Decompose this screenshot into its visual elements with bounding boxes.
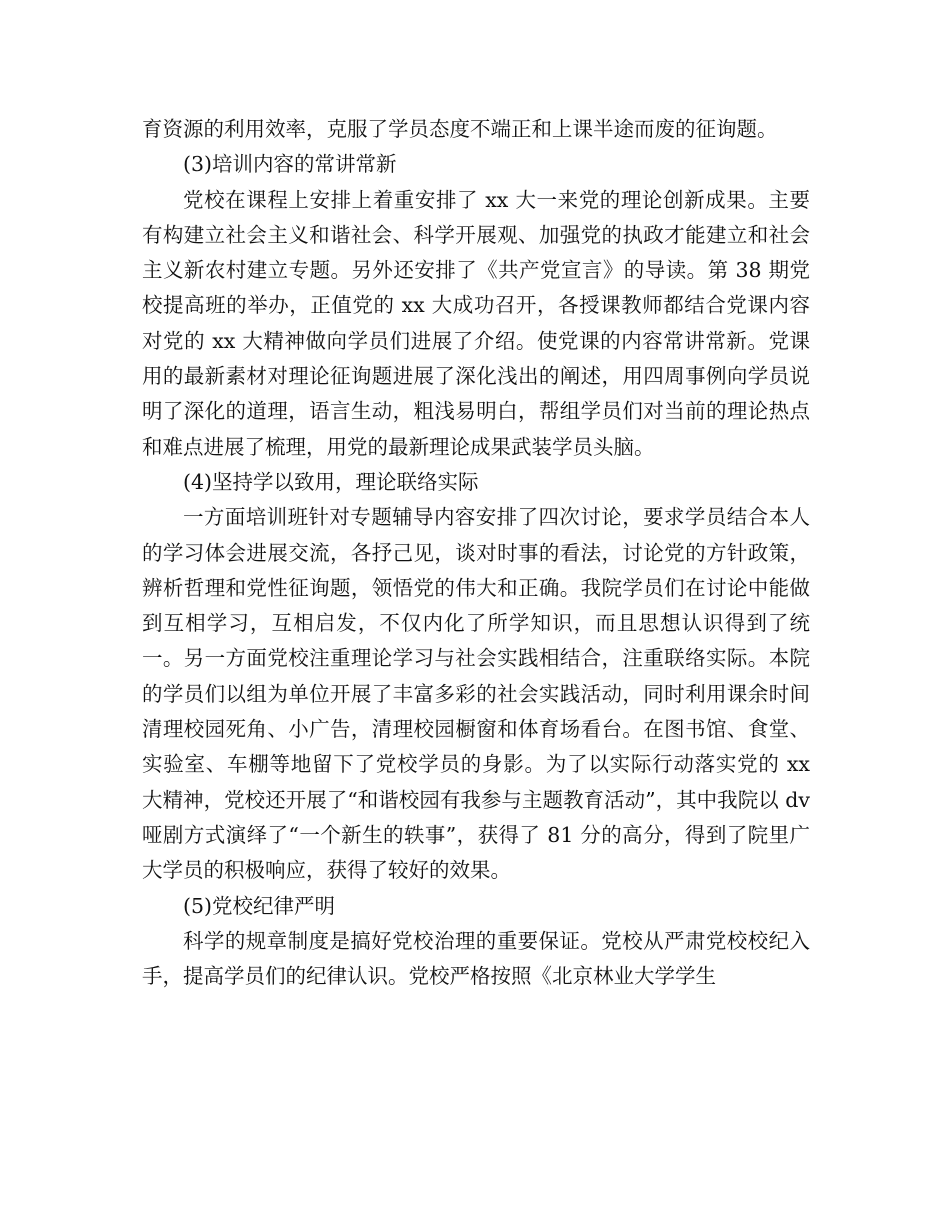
section-heading-3: (3)培训内容的常讲常新 [183,152,397,177]
paragraph-continuation: 育资源的利用效率，克服了学员态度不端正和上课半途而废的征询题。 [142,117,778,141]
document-body [142,112,810,994]
paragraph-section-5: 科学的规章制度是搞好党校治理的重要保证。党校从严肃党校校纪入手，提高学员们的纪律认识。党校严格按照《北京林业大学学生 [142,928,810,989]
section-heading-5: (5)党校纪律严明 [183,893,336,918]
paragraph-section-4: 一方面培训班针对专题辅导内容安排了四次讨论，要求学员结合本人的学习体会进展交流，各抒己见，谈对时事的看法，讨论党的方针政策，辨析哲理和党性征询题，领悟党的伟大和正确。我院学员们在讨论中能做到互相学习，互相启发，不仅内化了所学知识，而且思想认识得到了统一。另一方面党校注重理论学习与社会实践相结合，注重联络实际。本院的学员们以组为单位开展了丰富多彩的社会实践活动，同时利用课余时间清理校园死角、小广告，清理校园橱窗和体育场看台。在图书馆、食堂、实验室、车棚等地留下了党校学员的身影。为了以实际行动落实党的 xx 大精神，党校还开展了“和谐校园有我参与主题教育活动”，其中我院以 dv 哑剧方式演绎了“一个新生的轶事”，获得了 81 分的高分，得到了院里广大学员的积极响应，获得了较好的效果。 [142,505,810,883]
paragraph-section-3: 党校在课程上安排上着重安排了 xx 大一来党的理论创新成果。主要有构建立社会主义和谐社会、科学开展观、加强党的执政才能建立和社会主义新农村建立专题。另外还安排了《共产党宣言》的导读。第 38 期党校提高班的举办，正值党的 xx 大成功召开，各授课教师都结合党课内容对党的 xx 大精神做向学员们进展了介绍。使党课的内容常讲常新。党课用的最新素材对理论征询题进展了深化浅出的阐述，用四周事例向学员说明了深化的道理，语言生动，粗浅易明白，帮组学员们对当前的理论热点和难点进展了梳理，用党的最新理论成果武装学员头脑。 [142,187,810,459]
section-heading-4: (4)坚持学以致用，理论联络实际 [183,469,479,494]
